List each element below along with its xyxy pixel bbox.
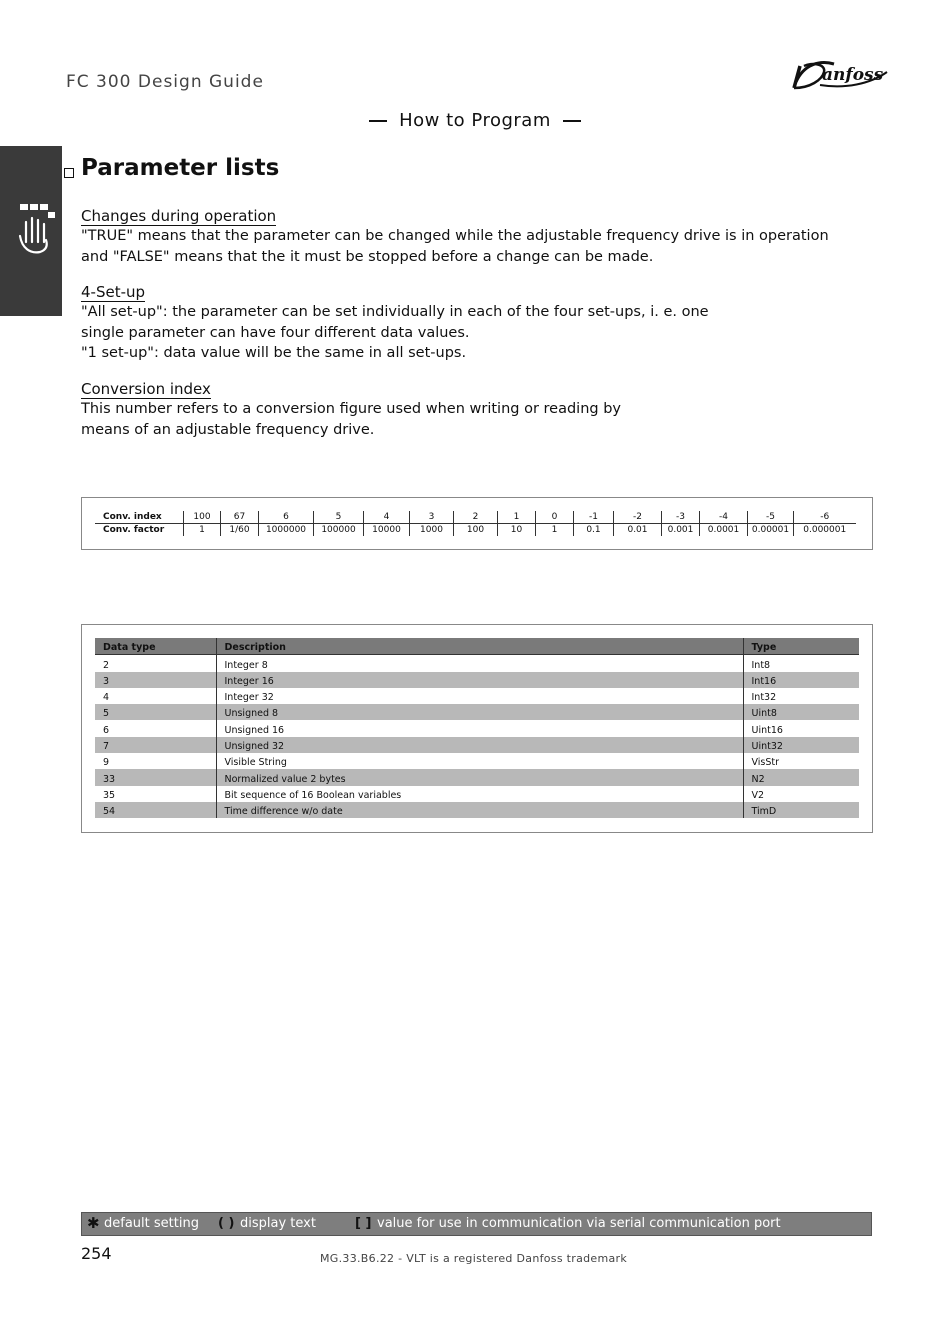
conv-index-cell: -1 [574, 511, 614, 524]
conv-factor-cell: 0.00001 [748, 524, 794, 537]
asterisk-icon: ✱ [87, 1214, 100, 1232]
text-line: This number refers to a conversion figure used when writing or reading by [81, 401, 621, 417]
chapter-side-tab [0, 146, 62, 316]
type-cell: TimD [743, 802, 859, 818]
page-number: 254 [81, 1244, 112, 1263]
description-cell: Unsigned 16 [216, 720, 743, 736]
table-row [95, 786, 859, 802]
conv-factor-cell: 0.01 [614, 524, 662, 537]
conversion-table-box [81, 497, 873, 550]
column-header-data-type: Data type [95, 638, 216, 655]
brackets-icon: [ ] [355, 1216, 372, 1231]
conv-index-cell: 100 [184, 511, 221, 524]
header-dash-right [563, 120, 581, 122]
hand-keypad-icon [14, 202, 56, 258]
checkbox-icon [64, 168, 74, 178]
paragraph-changes-during-operation [81, 226, 829, 267]
conv-index-cell: -3 [662, 511, 700, 524]
paragraph-4-set-up [81, 302, 709, 364]
section-header [0, 110, 950, 131]
data-type-cell: 33 [95, 769, 216, 785]
table-row [95, 802, 859, 818]
type-cell: VisStr [743, 753, 859, 769]
conv-factor-cell: 1000000 [259, 524, 314, 537]
data-type-cell: 6 [103, 724, 110, 736]
description-cell: Unsigned 32 [216, 737, 743, 753]
data-type-cell: 2 [103, 659, 110, 671]
type-cell: V2 [743, 786, 859, 802]
conv-index-cell: 1 [498, 511, 536, 524]
data-type-cell: 9 [103, 757, 110, 769]
type-cell: Uint8 [743, 704, 859, 720]
conv-index-cell: 3 [410, 511, 454, 524]
data-type-cell: 4 [103, 692, 110, 704]
conv-index-cell: -2 [614, 511, 662, 524]
data-type-cell: 35 [103, 789, 116, 801]
parentheses-icon: ( ) [218, 1216, 235, 1231]
conv-index-cell: -5 [748, 511, 794, 524]
conv-factor-cell: 100000 [314, 524, 364, 537]
conv-index-cell: -6 [794, 511, 856, 524]
description-cell: Integer 32 [216, 688, 743, 704]
conv-factor-cell: 10 [498, 524, 536, 537]
data-type-cell: 7 [95, 737, 216, 753]
type-cell: Int32 [743, 688, 859, 704]
type-cell: Uint32 [743, 737, 859, 753]
conv-index-row [95, 511, 856, 524]
conv-factor-cell: 10000 [364, 524, 410, 537]
conv-factor-cell: 0.1 [574, 524, 614, 537]
conv-index-cell: 6 [259, 511, 314, 524]
conversion-table [95, 511, 856, 536]
conv-index-cell: -4 [700, 511, 748, 524]
column-header-type: Type [743, 638, 859, 655]
conv-factor-cell: 1000 [410, 524, 454, 537]
description-cell: Integer 8 [216, 655, 743, 672]
document-title: FC 300 Design Guide [66, 72, 264, 92]
type-cell: Uint16 [743, 720, 859, 736]
heading-conversion-index: Conversion index [81, 380, 211, 398]
text-line: "All set-up": the parameter can be set individually in each of the four set-ups, i. e. one [81, 304, 709, 320]
conv-index-cell: 2 [454, 511, 498, 524]
conv-factor-row [95, 524, 856, 537]
svg-text:anfoss: anfoss [822, 65, 884, 85]
type-cell: Int8 [743, 655, 859, 672]
conv-factor-cell: 1 [184, 524, 221, 537]
page-title: Parameter lists [81, 155, 280, 181]
description-cell: Unsigned 8 [216, 704, 743, 720]
description-cell: Visible String [216, 753, 743, 769]
type-cell: N2 [743, 769, 859, 785]
data-type-table [95, 638, 859, 818]
table-row [95, 753, 859, 769]
header-dash-left [369, 120, 387, 122]
conv-index-cell: 5 [314, 511, 364, 524]
text-line: single parameter can have four different data values. [81, 324, 470, 341]
table-row [95, 655, 859, 672]
text-line: "TRUE" means that the parameter can be changed while the adjustable frequency drive is in operation [81, 228, 829, 244]
data-type-cell: 5 [95, 704, 216, 720]
legend-display-text: display text [240, 1216, 316, 1231]
text-line: means of an adjustable frequency drive. [81, 421, 375, 438]
conv-factor-label: Conv. factor [103, 525, 165, 535]
table-row [95, 688, 859, 704]
data-type-table-box [81, 624, 873, 833]
description-cell: Normalized value 2 bytes [216, 769, 743, 785]
table-row [95, 769, 859, 785]
conv-factor-cell: 0.0001 [700, 524, 748, 537]
table-row [95, 672, 859, 688]
conv-factor-cell: 0.001 [662, 524, 700, 537]
legend-default-setting: default setting [104, 1216, 199, 1231]
table-header-row [95, 638, 859, 655]
type-cell: Int16 [743, 672, 859, 688]
text-line: "1 set-up": data value will be the same in all set-ups. [81, 345, 467, 362]
conv-factor-cell: 0.000001 [794, 524, 856, 537]
table-row [95, 737, 859, 753]
conv-index-cell: 67 [221, 511, 259, 524]
data-type-cell: 54 [95, 802, 216, 818]
conv-factor-cell: 100 [454, 524, 498, 537]
heading-changes-during-operation: Changes during operation [81, 207, 277, 225]
description-cell: Time difference w/o date [216, 802, 743, 818]
heading-4-set-up: 4-Set-up [81, 283, 146, 301]
section-header-label: How to Program [399, 110, 551, 131]
document-reference: MG.33.B6.22 - VLT is a registered Danfoss trademark [320, 1252, 628, 1265]
conv-factor-cell: 1 [536, 524, 574, 537]
conv-index-cell: 0 [536, 511, 574, 524]
description-cell: Bit sequence of 16 Boolean variables [216, 786, 743, 802]
description-cell: Integer 16 [216, 672, 743, 688]
conv-factor-cell: 1/60 [221, 524, 259, 537]
danfoss-logo [790, 52, 890, 92]
table-row [95, 720, 859, 736]
column-header-description: Description [216, 638, 743, 655]
conv-index-cell: 4 [364, 511, 410, 524]
legend-serial-value: value for use in communication via serial communication port [377, 1216, 781, 1231]
table-row [95, 704, 859, 720]
data-type-cell: 3 [95, 672, 216, 688]
text-line: and "FALSE" means that the it must be stopped before a change can be made. [81, 248, 654, 265]
legend-bar [81, 1212, 872, 1236]
conv-index-label: Conv. index [95, 511, 184, 524]
paragraph-conversion-index [81, 399, 621, 440]
